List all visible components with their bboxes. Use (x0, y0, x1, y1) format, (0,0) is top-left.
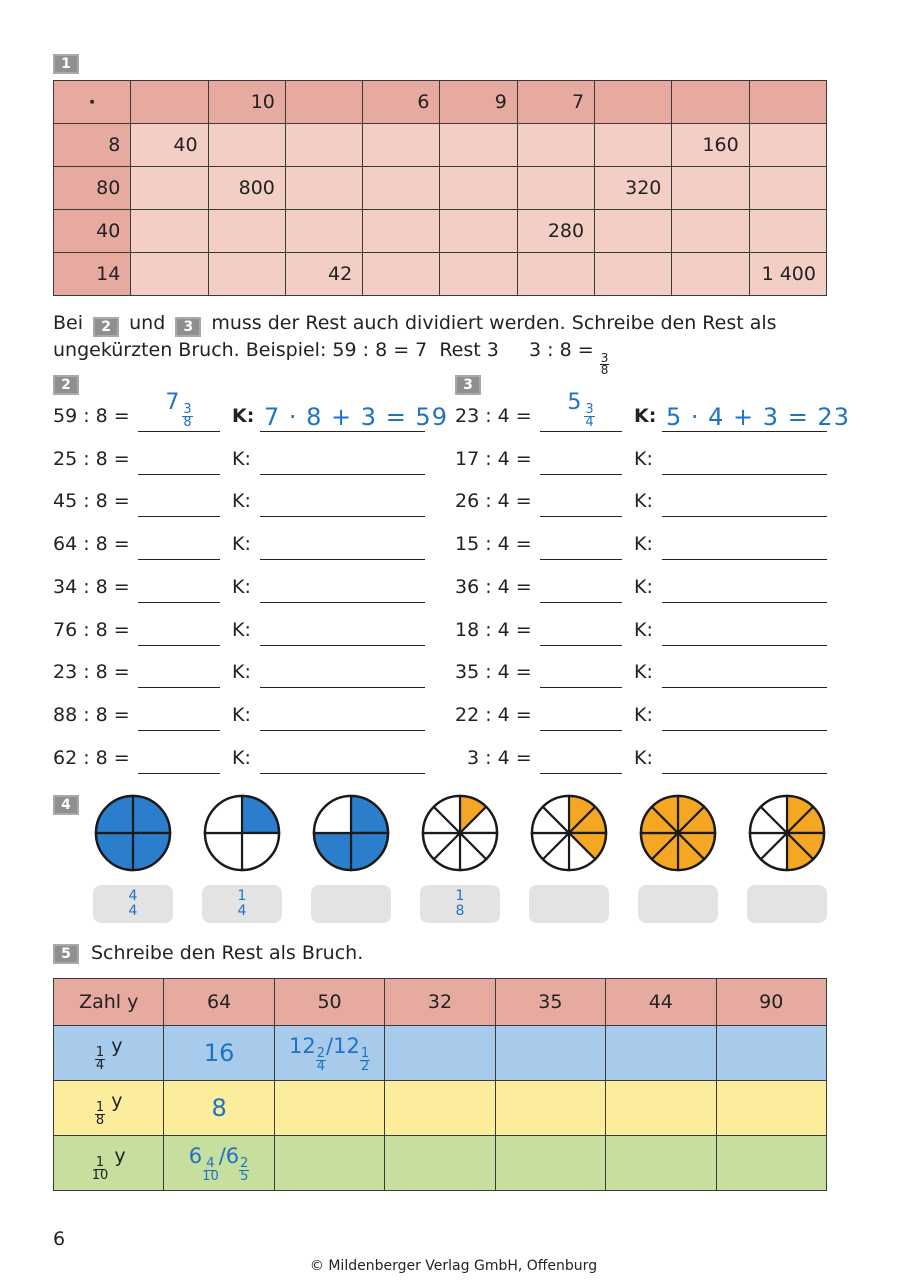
answer-cell[interactable] (274, 1026, 384, 1081)
table-cell[interactable] (208, 124, 285, 167)
row-header-cell: 14 (54, 253, 131, 296)
denominator: 8 (95, 1112, 105, 1128)
header-cell[interactable]: 9 (440, 81, 517, 124)
check-field[interactable] (662, 403, 850, 432)
division-equation: 26 : 4 = (455, 490, 532, 513)
check-label: K: (232, 746, 251, 769)
whole: 6 (188, 1143, 203, 1168)
fraction-circle (639, 794, 717, 872)
answer-field[interactable] (540, 619, 622, 646)
check-field[interactable] (662, 704, 827, 731)
table-cell[interactable]: 1 400 (749, 253, 826, 296)
check-label: K: (634, 405, 657, 427)
exercise-3-row (0, 747, 907, 777)
check-label: K: (634, 575, 653, 598)
division-equation: 76 : 8 = (53, 618, 130, 641)
header-cell: 35 (495, 979, 605, 1026)
table-cell[interactable]: 800 (208, 167, 285, 210)
fraction-answer-box[interactable] (202, 885, 282, 923)
exercise-3-ref-badge: 3 (175, 317, 201, 337)
table-cell[interactable] (131, 253, 208, 296)
numerator: 3 (585, 402, 594, 417)
table-cell[interactable] (595, 210, 672, 253)
fraction-answer-box[interactable] (529, 885, 609, 923)
separator: / (218, 1143, 226, 1168)
numerator: 2 (316, 1045, 326, 1061)
header-cell: 32 (385, 979, 495, 1026)
denominator: 8 (183, 415, 192, 430)
check-field[interactable] (662, 576, 827, 603)
answer-field[interactable] (540, 661, 622, 688)
whole-number: 7 (165, 390, 180, 415)
division-equation: 36 : 4 = (455, 575, 532, 598)
instructions-line-2 (53, 337, 853, 376)
table-cell[interactable]: 320 (595, 167, 672, 210)
exercise-3-row (0, 533, 907, 563)
fraction-row-quarter (54, 1026, 827, 1081)
table-cell[interactable] (285, 124, 362, 167)
whole: 12 (333, 1033, 360, 1058)
table-cell[interactable] (595, 124, 672, 167)
table-cell[interactable] (208, 210, 285, 253)
table-cell[interactable] (595, 253, 672, 296)
fraction (360, 1045, 370, 1074)
answer-field[interactable] (540, 533, 622, 560)
table-cell[interactable] (749, 210, 826, 253)
exercise-3-badge: 3 (455, 375, 481, 395)
fraction-row-tenth (54, 1136, 827, 1191)
table-row (54, 167, 827, 210)
table-cell[interactable] (672, 167, 749, 210)
table-cell[interactable] (672, 253, 749, 296)
division-equation: 35 : 4 = (455, 661, 532, 684)
example-text: ungekürzten Bruch. Beispiel: 59 : 8 = 7 Rest 3 3 : 8 = (53, 339, 594, 361)
table-cell[interactable] (440, 210, 517, 253)
table-cell[interactable] (131, 210, 208, 253)
check-answer: 7 · 8 + 3 = 59 (264, 403, 448, 431)
row-fraction (95, 1044, 105, 1073)
fraction-table (53, 978, 827, 1191)
exercise-4-badge: 4 (53, 795, 79, 815)
fraction-answer (129, 889, 138, 919)
check-label: K: (634, 618, 653, 641)
numerator: 1 (455, 888, 465, 904)
answer-cell[interactable]: 16 (164, 1026, 274, 1081)
table-cell[interactable] (749, 167, 826, 210)
denominator: 5 (240, 1168, 249, 1184)
fraction-circle (312, 794, 390, 872)
answer-cell[interactable] (274, 1136, 384, 1191)
fraction-circle (94, 794, 172, 872)
fraction-answer-box[interactable] (311, 885, 391, 923)
denominator: 10 (202, 1168, 219, 1184)
answer-cell[interactable] (495, 1026, 605, 1081)
header-cell[interactable] (672, 81, 749, 124)
check-label: K: (634, 703, 653, 726)
check-field[interactable] (662, 448, 827, 475)
numerator: 1 (360, 1045, 370, 1061)
check-label: K: (232, 618, 251, 641)
table-cell[interactable] (517, 167, 594, 210)
instructions-text: muss der Rest auch dividiert werden. Schreibe den Rest als (211, 312, 777, 334)
check-label: K: (232, 405, 255, 427)
numerator: 3 (183, 402, 192, 417)
check-label: K: (232, 490, 251, 513)
header-cell[interactable]: 6 (363, 81, 440, 124)
row-header-cell: 8 (54, 124, 131, 167)
whole: 12 (289, 1033, 316, 1058)
division-equation: 22 : 4 = (455, 703, 532, 726)
fraction-answer (456, 889, 465, 919)
division-equation: 23 : 4 = (455, 405, 532, 427)
check-label: K: (232, 703, 251, 726)
row-header-cell: 40 (54, 210, 131, 253)
fraction-answer-box[interactable] (93, 885, 173, 923)
fraction-circle (530, 794, 608, 872)
answer-cell[interactable] (716, 1136, 826, 1191)
check-label: K: (634, 746, 653, 769)
check-label: K: (232, 447, 251, 470)
table-cell[interactable]: 280 (517, 210, 594, 253)
denominator: 4 (95, 1057, 105, 1073)
exercise-3-row (0, 661, 907, 691)
separator: / (326, 1033, 334, 1058)
exercise-1-badge: 1 (53, 54, 79, 74)
denominator: 2 (360, 1058, 370, 1074)
answer-field[interactable] (540, 747, 622, 774)
check-label: K: (634, 661, 653, 684)
table-cell[interactable] (672, 210, 749, 253)
variable-y: y (114, 1144, 126, 1167)
exercise-3-row (0, 576, 907, 606)
header-cell: 64 (164, 979, 274, 1026)
division-equation: 62 : 8 = (53, 746, 130, 769)
whole: 6 (225, 1143, 240, 1168)
row-label (54, 1026, 164, 1081)
table-cell[interactable] (363, 124, 440, 167)
division-equation: 3 : 4 = (467, 746, 532, 769)
word-und: und (129, 312, 166, 334)
check-field[interactable] (662, 661, 827, 688)
denominator: 4 (585, 415, 594, 430)
answer-cell[interactable] (274, 1081, 384, 1136)
exercise-2-ref-badge: 2 (93, 317, 119, 337)
answer-cell[interactable]: 8 (164, 1081, 274, 1136)
fraction (239, 1155, 249, 1184)
numerator: 1 (95, 1044, 105, 1060)
division-equation: 34 : 8 = (53, 575, 130, 598)
check-label: K: (634, 533, 653, 556)
denominator: 4 (237, 903, 247, 919)
division-equation: 18 : 4 = (455, 618, 532, 641)
header-cell[interactable] (749, 81, 826, 124)
remainder-fraction (584, 404, 594, 429)
header-label: Zahl y (54, 979, 164, 1026)
numerator: 2 (240, 1155, 249, 1171)
answer-cell[interactable] (495, 1136, 605, 1191)
table-cell[interactable] (363, 167, 440, 210)
fraction-circle (203, 794, 281, 872)
denominator: 10 (91, 1167, 109, 1183)
answer-cell[interactable] (606, 1026, 716, 1081)
answer-value (540, 390, 622, 429)
exercise-5-instruction: Schreibe den Rest als Bruch. (91, 942, 364, 964)
header-cell[interactable] (131, 81, 208, 124)
division-equation: 59 : 8 = (53, 405, 130, 427)
fraction (316, 1045, 326, 1074)
table-cell[interactable] (749, 124, 826, 167)
answer-cell[interactable] (385, 1026, 495, 1081)
answer-cell[interactable] (716, 1026, 826, 1081)
fraction-circle (421, 794, 499, 872)
check-field[interactable] (662, 619, 827, 646)
instructions (53, 310, 853, 376)
copyright: © Mildenberger Verlag GmbH, Offenburg (309, 1258, 598, 1274)
fraction-row-eighth (54, 1081, 827, 1136)
check-label: K: (634, 490, 653, 513)
row-fraction (95, 1099, 105, 1128)
table-cell[interactable] (285, 210, 362, 253)
answer-cell[interactable] (164, 1136, 274, 1191)
answer-field[interactable] (540, 448, 622, 475)
variable-y: y (111, 1034, 123, 1057)
table-cell[interactable]: 40 (131, 124, 208, 167)
row-label (54, 1081, 164, 1136)
numerator: 1 (237, 888, 247, 904)
row-header-cell: 80 (54, 167, 131, 210)
header-cell: 44 (606, 979, 716, 1026)
division-equation: 17 : 4 = (455, 447, 532, 470)
division-equation: 64 : 8 = (53, 533, 130, 556)
table-corner-operator: · (54, 81, 131, 124)
variable-y: y (111, 1089, 123, 1112)
fraction-denominator: 8 (600, 363, 609, 377)
page-number: 6 (53, 1228, 66, 1250)
check-field[interactable] (662, 533, 827, 560)
check-answer: 5 · 4 + 3 = 23 (666, 403, 850, 431)
table-cell[interactable] (285, 167, 362, 210)
check-label: K: (634, 447, 653, 470)
answer-field[interactable] (540, 704, 622, 731)
word-bei: Bei (53, 312, 84, 334)
fraction-answer-box[interactable] (420, 885, 500, 923)
table-cell[interactable] (440, 167, 517, 210)
answer-cell[interactable] (385, 1081, 495, 1136)
table-cell[interactable] (517, 253, 594, 296)
answer-cell[interactable] (495, 1081, 605, 1136)
answer-cell[interactable] (716, 1081, 826, 1136)
table-cell[interactable] (440, 253, 517, 296)
exercise-3-row (0, 448, 907, 478)
fraction-answer (238, 889, 247, 919)
check-label: K: (232, 661, 251, 684)
numerator: 4 (128, 888, 138, 904)
numerator: 1 (95, 1154, 105, 1170)
exercise-5-badge: 5 (53, 944, 79, 964)
denominator: 4 (128, 903, 138, 919)
answer-cell[interactable] (606, 1081, 716, 1136)
header-cell[interactable]: 10 (208, 81, 285, 124)
fraction-table-header (54, 979, 827, 1026)
fraction-answer-box[interactable] (638, 885, 718, 923)
exercise-3-row (0, 390, 907, 435)
row-fraction (91, 1154, 109, 1183)
division-equation: 15 : 4 = (455, 533, 532, 556)
header-cell: 50 (274, 979, 384, 1026)
table-cell[interactable]: 160 (672, 124, 749, 167)
division-equation: 25 : 8 = (53, 447, 130, 470)
table-cell[interactable] (131, 167, 208, 210)
exercise-3-row (0, 490, 907, 520)
header-cell: 90 (716, 979, 826, 1026)
denominator: 8 (455, 903, 465, 919)
table-row (54, 210, 827, 253)
check-label: K: (232, 575, 251, 598)
division-equation: 45 : 8 = (53, 490, 130, 513)
division-equation: 88 : 8 = (53, 703, 130, 726)
answer-field[interactable] (540, 576, 622, 603)
check-field[interactable] (662, 747, 827, 774)
numerator: 4 (206, 1155, 215, 1171)
exercise-3-row (0, 704, 907, 734)
table-cell[interactable] (363, 253, 440, 296)
fraction-answer-box[interactable] (747, 885, 827, 923)
header-cell[interactable]: 7 (517, 81, 594, 124)
instructions-line-1 (53, 310, 853, 337)
answer-cell[interactable] (606, 1136, 716, 1191)
table-cell[interactable] (208, 253, 285, 296)
table-row (54, 124, 827, 167)
multiplication-table (53, 80, 827, 296)
division-equation: 23 : 8 = (53, 661, 130, 684)
table-header-row (54, 81, 827, 124)
answer-cell[interactable] (385, 1136, 495, 1191)
table-cell[interactable] (440, 124, 517, 167)
header-cell[interactable] (595, 81, 672, 124)
table-cell[interactable] (363, 210, 440, 253)
whole-number: 5 (567, 390, 582, 415)
exercise-2-badge: 2 (53, 375, 79, 395)
table-cell[interactable]: 42 (285, 253, 362, 296)
denominator: 4 (316, 1058, 326, 1074)
table-row (54, 253, 827, 296)
exercise-3-row (0, 619, 907, 649)
table-cell[interactable] (517, 124, 594, 167)
row-label (54, 1136, 164, 1191)
check-label: K: (232, 533, 251, 556)
header-cell[interactable] (285, 81, 362, 124)
answer-field[interactable] (540, 490, 622, 517)
example-fraction (600, 353, 610, 376)
fraction (202, 1155, 219, 1184)
check-field[interactable] (662, 490, 827, 517)
numerator: 1 (95, 1099, 105, 1115)
fraction-circle (748, 794, 826, 872)
answer-field[interactable] (540, 390, 622, 432)
fraction-numerator: 3 (600, 351, 609, 365)
